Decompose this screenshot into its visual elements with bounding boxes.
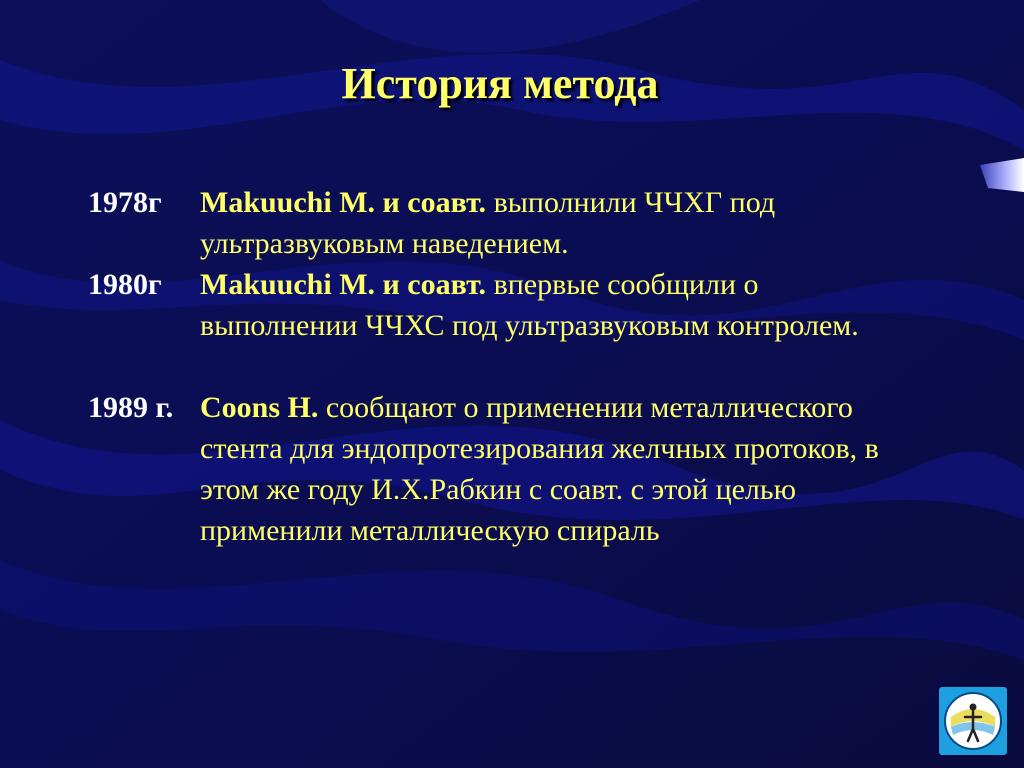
entry-year: 1989 г. — [88, 391, 174, 424]
entry-author: Coons H. — [200, 391, 319, 424]
history-entry-1978 — [88, 182, 908, 264]
slide-title: История метода — [341, 59, 659, 108]
entry-text: выполнили ЧЧХГ под ультразвуковым наведением. — [200, 186, 776, 260]
entry-author: Makuuchi M. и соавт. — [200, 186, 487, 219]
entry-author: Makuuchi M. и соавт. — [200, 268, 487, 301]
medical-emblem-icon — [939, 687, 1007, 755]
entry-text: сообщают о применении металлического стента для эндопротезирования желчных протоков, в этом же году И.Х.Рабкин с соавт. с этой целью применили металлическую спираль — [200, 391, 879, 547]
history-entry-1980 — [88, 264, 908, 346]
entry-text: впервые сообщили о выполнении ЧЧХС под ультразвуковым контролем. — [200, 268, 859, 342]
entry-year: 1980г — [88, 268, 162, 301]
entry-body — [200, 182, 908, 264]
entry-body — [200, 387, 908, 551]
history-entry-1989 — [88, 387, 908, 551]
entry-body — [200, 264, 908, 346]
entry-year: 1978г — [88, 186, 162, 219]
